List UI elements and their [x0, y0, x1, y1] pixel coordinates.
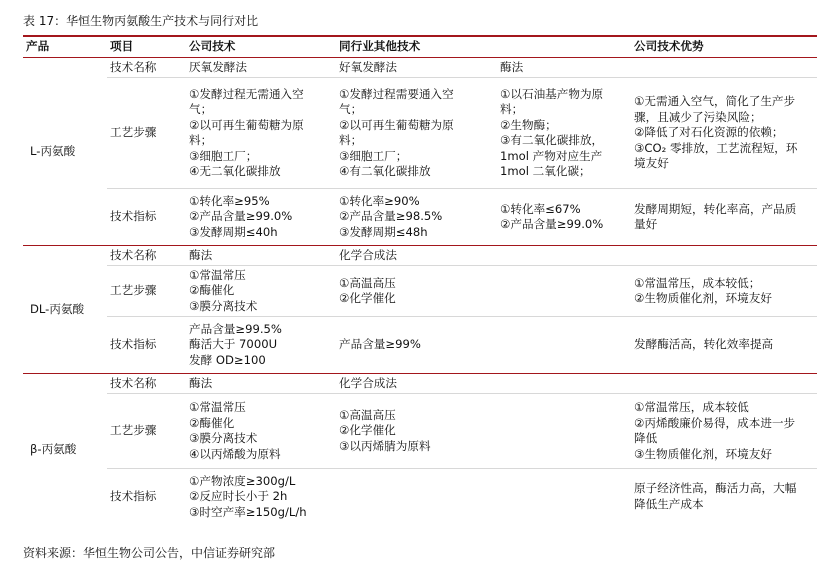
advantage-cell: [631, 317, 817, 374]
cell-line: ②化学催化: [339, 291, 396, 305]
company-tech-cell: [186, 394, 336, 469]
advantage-cell: [631, 469, 817, 525]
peer-tech-cell: [336, 394, 631, 469]
company-tech-cell: [186, 374, 336, 394]
cell-line: 产品含量≥99.5%: [189, 321, 282, 336]
item-cell: 技术指标: [107, 469, 186, 525]
cell-line: ①转化率≥95%: [189, 193, 270, 208]
cell-line: ②以可再生葡萄糖为原: [189, 117, 304, 132]
header-row: [23, 36, 817, 58]
cell-line: 1mol 产物对应生产: [500, 148, 603, 163]
advantage-cell: [631, 58, 817, 78]
item-cell: 技术名称: [107, 374, 186, 394]
cell-line: ①以石油基产物为原: [500, 86, 604, 101]
cell-line: 境友好: [634, 156, 669, 171]
cell-line: 气；: [189, 102, 213, 116]
cell-line: ①高温高压: [339, 407, 396, 422]
cell-line: 降低: [634, 431, 658, 445]
cell-line: 发酵周期短，转化率高，产品质: [634, 201, 797, 216]
cell-line: 酶活大于 7000U: [189, 337, 278, 352]
item-cell: 技术名称: [107, 58, 186, 78]
cell-line: ②以可再生葡萄糖为原: [339, 117, 454, 132]
cell-line: 发酵 OD≥100: [189, 352, 266, 367]
product-cell: β-丙氨酸: [23, 374, 107, 525]
company-tech-cell: [186, 58, 336, 78]
cell-line: 降低生产成本: [634, 496, 704, 511]
cell-line: ①转化率≤67%: [500, 201, 581, 216]
cell-line: ①发酵过程需要通入空: [339, 86, 454, 101]
cell-line: ④无二氧化碳排放: [189, 164, 281, 178]
cell-line: ①转化率≥90%: [339, 193, 420, 208]
item-cell: 技术名称: [107, 246, 186, 266]
advantage-cell: [631, 374, 817, 394]
product-cell: L-丙氨酸: [23, 58, 107, 246]
cell-line: 酶法: [500, 59, 524, 74]
table-row: [23, 58, 817, 78]
cell-line: ②酶催化: [189, 283, 235, 298]
cell-line: ②反应时长小于 2h: [189, 489, 288, 503]
table-row: [23, 266, 817, 317]
cell-line: ②产品含量≥99.0%: [500, 217, 604, 231]
cell-line: ②丙烯酸廉价易得，成本进一步: [634, 415, 796, 430]
cell-line: 原子经济性高，酶活力高，大幅: [634, 481, 797, 496]
item-cell: 工艺步骤: [107, 266, 186, 317]
cell-line: ④以丙烯酸为原料: [189, 446, 281, 461]
product-cell: DL-丙氨酸: [23, 246, 107, 374]
cell-line: ①发酵过程无需通入空: [189, 86, 304, 101]
cell-line: ②降低了对石化资源的依赖；: [634, 125, 784, 140]
cell-line: ①无需通入空气，简化了生产步: [634, 94, 796, 109]
table-row: [23, 374, 817, 394]
table-row: [23, 469, 817, 525]
cell-line: 1mol 二氧化碳；: [500, 164, 591, 178]
company-tech-cell: [186, 189, 336, 246]
cell-line: ④有二氧化碳排放: [339, 164, 431, 178]
cell-line: 酶法: [189, 247, 213, 262]
cell-line: 量好: [634, 217, 658, 231]
advantage-cell: [631, 266, 817, 317]
company-tech-cell: [186, 469, 336, 525]
cell-line: 骤，且减少了污染风险；: [634, 109, 762, 124]
cell-line: ②产品含量≥98.5%: [339, 209, 443, 224]
cell-line: 好氧发酵法: [339, 59, 397, 74]
cell-line: ③膜分离技术: [189, 431, 258, 445]
peer-tech-cell-2: [497, 78, 631, 189]
cell-line: ③发酵周期≤48h: [339, 224, 428, 239]
peer-tech-cell-2: [497, 58, 631, 78]
cell-line: 气；: [339, 102, 363, 116]
header-peer-tech: 同行业其他技术: [336, 36, 497, 58]
peer-tech-cell-2: [497, 189, 631, 246]
company-tech-cell: [186, 317, 336, 374]
item-cell: 技术指标: [107, 189, 186, 246]
cell-line: ②产品含量≥99.0%: [189, 209, 293, 224]
cell-line: ①常温常压，成本较低；: [634, 275, 761, 290]
table-row: [23, 317, 817, 374]
item-cell: 工艺步骤: [107, 394, 186, 469]
peer-tech-cell: [336, 246, 631, 266]
cell-line: ②酶催化: [189, 415, 235, 430]
table-row: [23, 394, 817, 469]
cell-line: ③膜分离技术: [189, 298, 258, 313]
header-product: 产品: [23, 36, 107, 58]
cell-line: ③发酵周期≤40h: [189, 224, 278, 239]
advantage-cell: [631, 189, 817, 246]
peer-tech-cell: [336, 58, 497, 78]
peer-tech-cell: [336, 189, 497, 246]
item-cell: 技术指标: [107, 317, 186, 374]
cell-line: ①常温常压: [189, 400, 246, 414]
table-body: [23, 58, 817, 525]
item-cell: 工艺步骤: [107, 78, 186, 189]
cell-line: 产品含量≥99%: [339, 337, 421, 352]
cell-line: ②生物质催化剂，环境友好: [634, 291, 772, 305]
cell-line: 料；: [500, 102, 524, 116]
cell-line: 化学合成法: [339, 247, 397, 262]
peer-tech-cell: [336, 317, 631, 374]
cell-line: ①常温常压，成本较低: [634, 400, 749, 414]
header-advantage: 公司技术优势: [631, 36, 817, 58]
cell-line: ③有二氧化碳排放，: [500, 133, 604, 147]
advantage-cell: [631, 246, 817, 266]
cell-line: 发酵酶活高，转化效率提高: [634, 337, 774, 352]
company-tech-cell: [186, 78, 336, 189]
table-row: [23, 189, 817, 246]
cell-line: ①常温常压: [189, 267, 246, 282]
cell-line: 料；: [189, 133, 213, 147]
header-peer-tech-extra: [497, 36, 631, 58]
cell-line: 酶法: [189, 375, 213, 390]
peer-tech-cell: [336, 469, 631, 525]
cell-line: 厌氧发酵法: [189, 59, 247, 74]
advantage-cell: [631, 394, 817, 469]
cell-line: ③细胞工厂；: [339, 148, 408, 163]
cell-line: 化学合成法: [339, 375, 397, 390]
company-tech-cell: [186, 266, 336, 317]
comparison-table: [23, 35, 817, 525]
peer-tech-cell: [336, 78, 497, 189]
company-tech-cell: [186, 246, 336, 266]
source-note: 资料来源：华恒生物公司公告，中信证券研究部: [23, 546, 276, 560]
cell-line: ②化学催化: [339, 423, 396, 438]
cell-line: 料；: [339, 133, 363, 147]
table-title: 表 17：华恒生物丙氨酸生产技术与同行对比: [23, 14, 259, 28]
cell-line: ③细胞工厂；: [189, 148, 258, 163]
advantage-cell: [631, 78, 817, 189]
table-row: [23, 246, 817, 266]
cell-line: ①产物浓度≥300g/L: [189, 473, 296, 488]
cell-line: ①高温高压: [339, 275, 396, 290]
cell-line: ③生物质催化剂，环境友好: [634, 446, 772, 461]
header-item: 项目: [107, 36, 186, 58]
header-company-tech: 公司技术: [186, 36, 336, 58]
peer-tech-cell: [336, 374, 631, 394]
cell-line: ③CO₂ 零排放，工艺流程短，环: [634, 140, 798, 155]
cell-line: ③以丙烯腈为原料: [339, 438, 431, 453]
cell-line: ③时空产率≥150g/L/h: [189, 504, 307, 519]
cell-line: ②生物酶；: [500, 117, 557, 132]
table-row: [23, 78, 817, 189]
peer-tech-cell: [336, 266, 631, 317]
